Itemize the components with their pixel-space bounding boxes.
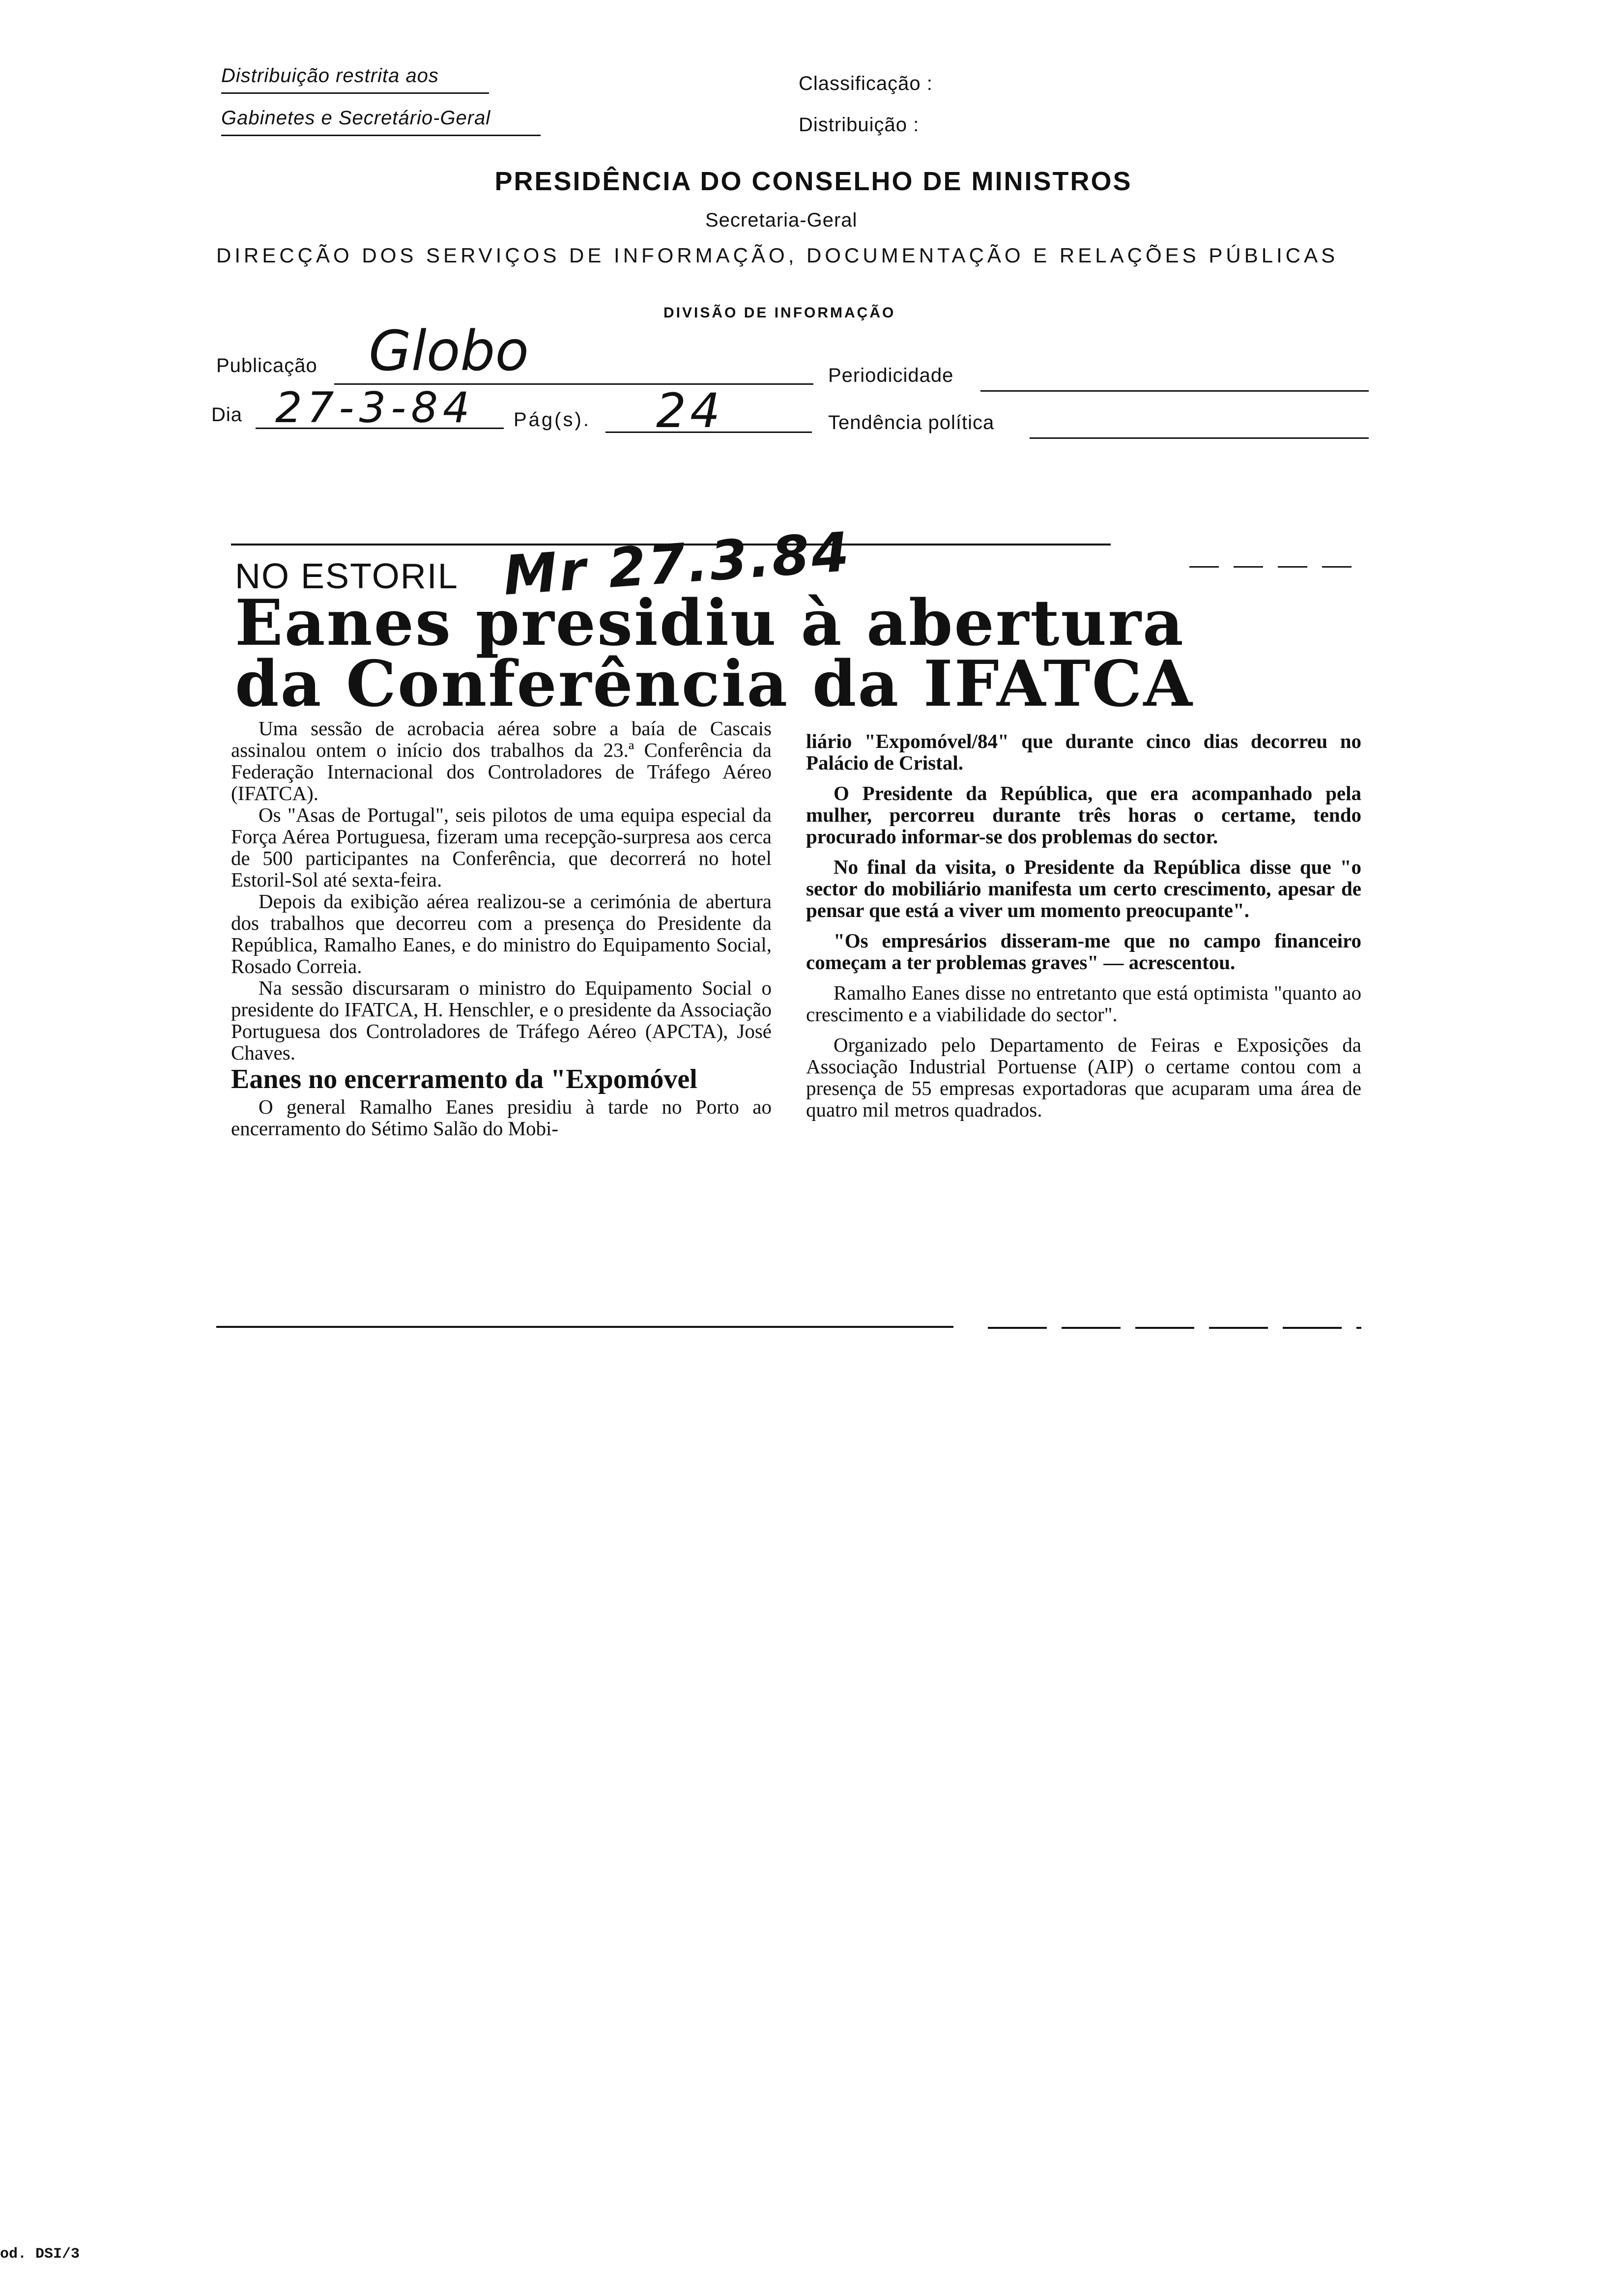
- article-paragraph: Uma sessão de acrobacia aérea sobre a baía de Cascais assinalou ontem o início dos trabalhos da 23.ª Conferência da Federação Internacional dos Controladores de Tráfego Aéreo (IFATCA).: [231, 717, 772, 804]
- article-paragraph: No final da visita, o Presidente da República disse que "o sector do mobiliário manifesta um certo crescimento, apesar de pensar que está a viver um momento preocupante".: [806, 856, 1361, 921]
- article-paragraph: Na sessão discursaram o ministro do Equipamento Social o presidente do IFATCA, H. Henschler, e o presidente da Associação Portuguesa dos Controladores de Tráfego Aéreo (APCTA), José Chaves.: [231, 976, 772, 1064]
- organization-title: PRESIDÊNCIA DO CONSELHO DE MINISTROS: [494, 167, 1132, 196]
- article-paragraph: "Os empresários disseram-me que no campo financeiro começam a ter problemas graves" — acrescentou.: [806, 929, 1361, 974]
- underline: [221, 92, 489, 94]
- article-paragraph: O general Ramalho Eanes presidiu à tarde no Porto ao encerramento do Sétimo Salão do Mobi-: [231, 1095, 772, 1140]
- publication-handwritten-value: Globo: [369, 319, 529, 383]
- publication-label: Publicação: [216, 355, 317, 376]
- article-right-column: [806, 730, 1361, 1120]
- periodicity-label: Periodicidade: [828, 365, 954, 386]
- distribution-label: Distribuição :: [799, 114, 920, 136]
- article-left-column: [231, 718, 772, 1139]
- political-tendency-label: Tendência política: [828, 412, 995, 433]
- article-headline-line1: Eanes presidiu à abertura: [235, 586, 1185, 660]
- directorate-title: DIRECÇÃO DOS SERVIÇOS DE INFORMAÇÃO, DOCUMENTAÇÃO E RELAÇÕES PÚBLICAS: [216, 244, 1339, 267]
- article-paragraph: Depois da exibição aérea realizou-se a cerimónia de abertura dos trabalhos que decorreu com a presença do Presidente da República, Ramalho Eanes, e do ministro do Equipamento Social, Rosado Correia.: [231, 890, 772, 977]
- article-paragraph: Os "Asas de Portugal", seis pilotos de uma equipa especial da Força Aérea Portuguesa, fizeram uma recepção-surpresa aos cerca de 500 participantes na Conferência, que decorrerá no hotel Estoril-Sol até sexta-feira.: [231, 804, 772, 891]
- day-label: Dia: [211, 404, 243, 426]
- day-handwritten-value: 27-3-84: [275, 383, 475, 432]
- article-subheading: Eanes no encerramento da "Expomóvel: [231, 1064, 697, 1094]
- pages-handwritten-value: 24: [656, 383, 724, 438]
- article-paragraph: O Presidente da República, que era acompanhado pela mulher, percorreu durante três horas o certame, tendo procurado informar-se dos problemas do sector.: [806, 782, 1361, 848]
- article-paragraph: Organizado pelo Departamento de Feiras e Exposições da Associação Industrial Portuense (AIP) o certame contou com a presença de 55 empresas exportadoras que acuparam uma área de quatro mil metros quadrados.: [806, 1033, 1361, 1121]
- clipping-dashed-rule: [1189, 566, 1366, 568]
- underline: [221, 135, 541, 136]
- political-tendency-field-line: [1030, 437, 1369, 439]
- form-code: od. DSI/3: [0, 2246, 80, 2263]
- article-paragraph: liário "Expomóvel/84" que durante cinco dias decorreu no Palácio de Cristal.: [806, 730, 1361, 774]
- pages-label: Pág(s).: [514, 409, 591, 430]
- classification-label: Classificação :: [799, 73, 933, 94]
- clipping-bottom-rule: [216, 1326, 953, 1328]
- article-headline-line2: da Conferência da IFATCA: [235, 647, 1194, 721]
- restricted-distribution-line2: Gabinetes e Secretário-Geral: [221, 107, 491, 129]
- restricted-distribution-line1: Distribuição restrita aos: [221, 65, 439, 86]
- handwritten-date-annotation: Mr 27.3.84: [501, 520, 853, 607]
- article-kicker: NO ESTORIL: [235, 557, 459, 596]
- division-title: DIVISÃO DE INFORMAÇÃO: [663, 305, 896, 321]
- periodicity-field-line: [980, 390, 1369, 392]
- article-paragraph: Ramalho Eanes disse no entretanto que está optimista "quanto ao crescimento e a viabilidade do sector".: [806, 981, 1361, 1026]
- secretariat-title: Secretaria-Geral: [705, 209, 858, 231]
- clipping-bottom-dashed-rule: [988, 1327, 1361, 1329]
